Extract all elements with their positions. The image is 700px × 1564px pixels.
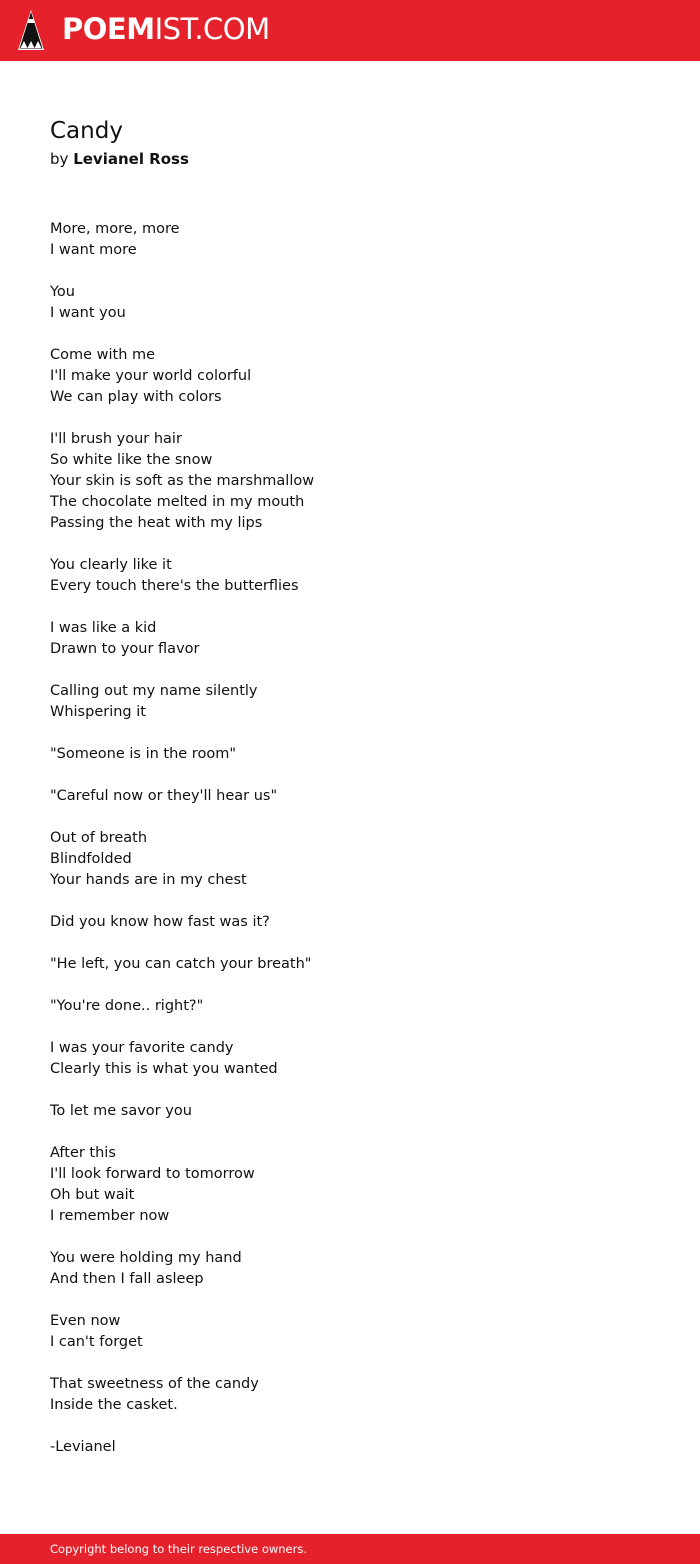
poem-stanza: [50, 996, 650, 1017]
poem-line: I can't forget: [50, 1334, 143, 1350]
poem-stanza: [50, 1101, 650, 1122]
poem-line: -Levianel: [50, 1439, 116, 1455]
site-header: [0, 0, 700, 61]
poem-stanza: [50, 1374, 650, 1416]
poem-line: I was like a kid: [50, 620, 157, 636]
poem-stanza: [50, 282, 650, 324]
poem-line: "You're done.. right?": [50, 998, 204, 1014]
poem-byline: [50, 148, 189, 170]
poem-stanza: [50, 786, 650, 807]
poem-line: After this: [50, 1145, 116, 1161]
poem-line: I remember now: [50, 1208, 170, 1224]
poem-line: Inside the casket.: [50, 1397, 178, 1413]
poem-stanza: [50, 429, 650, 534]
poem-line: So white like the snow: [50, 452, 213, 468]
poem-line: Out of breath: [50, 830, 148, 846]
author-link[interactable]: Levianel Ross: [73, 150, 189, 168]
poem-line: You were holding my hand: [50, 1250, 242, 1266]
poem-line: Oh but wait: [50, 1187, 135, 1203]
poem-line: I'll make your world colorful: [50, 368, 252, 384]
poem-stanza: [50, 1038, 650, 1080]
poem-line: Drawn to your flavor: [50, 641, 200, 657]
poem-line: I want you: [50, 305, 126, 321]
poem-stanza: [50, 1437, 650, 1458]
poem-line: "Careful now or they'll hear us": [50, 788, 278, 804]
poem-line: Your hands are in my chest: [50, 872, 247, 888]
poem-stanza: [50, 219, 650, 261]
poem-line: Did you know how fast was it?: [50, 914, 270, 930]
logo-text-bold: POEM: [62, 12, 155, 46]
poem-line: "He left, you can catch your breath": [50, 956, 312, 972]
poem-stanza: [50, 1311, 650, 1353]
poem-stanza: [50, 1143, 650, 1227]
poem-stanza: [50, 912, 650, 933]
poem-line: Come with me: [50, 347, 156, 363]
copyright-text: Copyright belong to their respective owners.: [50, 1542, 308, 1556]
poem-line: Blindfolded: [50, 851, 132, 867]
poem-line: Whispering it: [50, 704, 146, 720]
poem-line: I'll brush your hair: [50, 431, 182, 447]
poem-line: That sweetness of the candy: [50, 1376, 259, 1392]
poem-stanza: [50, 954, 650, 975]
poem-line: I want more: [50, 242, 137, 258]
site-logo-text: [62, 13, 270, 45]
poem-line: Even now: [50, 1313, 121, 1329]
poem-line: I was your favorite candy: [50, 1040, 234, 1056]
poem-title: Candy: [50, 118, 123, 144]
poem-stanza: [50, 828, 650, 891]
byline-label: by: [50, 150, 69, 168]
poem-line: You: [50, 284, 75, 300]
poem-stanza: [50, 555, 650, 597]
poem-line: More, more, more: [50, 221, 180, 237]
pencil-icon: [18, 10, 44, 52]
poem-line: "Someone is in the room": [50, 746, 236, 762]
poem-stanza: [50, 618, 650, 660]
poem-line: The chocolate melted in my mouth: [50, 494, 305, 510]
site-footer: [0, 1534, 700, 1564]
poem-line: To let me savor you: [50, 1103, 192, 1119]
poem-line: And then I fall asleep: [50, 1271, 204, 1287]
poem-line: Calling out my name silently: [50, 683, 258, 699]
poem-stanza: [50, 681, 650, 723]
logo-text-light: IST.COM: [154, 12, 270, 46]
poem-line: I'll look forward to tomorrow: [50, 1166, 255, 1182]
poem-line: Every touch there's the butterflies: [50, 578, 299, 594]
poem-stanza: [50, 1248, 650, 1290]
poem-line: We can play with colors: [50, 389, 222, 405]
poem-line: Your skin is soft as the marshmallow: [50, 473, 315, 489]
poem-stanza: [50, 744, 650, 765]
poem-stanza: [50, 345, 650, 408]
poem-body: [50, 219, 650, 1479]
poem-line: Clearly this is what you wanted: [50, 1061, 278, 1077]
poem-line: Passing the heat with my lips: [50, 515, 263, 531]
poem-line: You clearly like it: [50, 557, 172, 573]
